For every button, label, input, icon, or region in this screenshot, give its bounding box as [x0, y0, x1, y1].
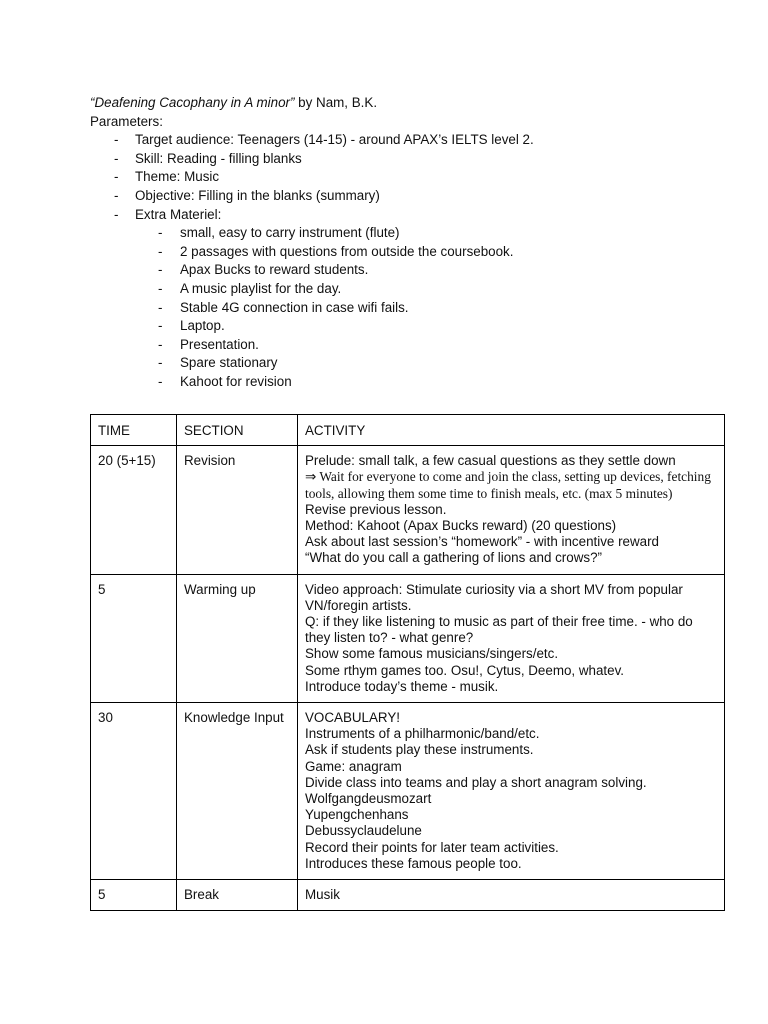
cell-activity: [298, 446, 725, 574]
title-author: by Nam, B.K.: [294, 95, 378, 110]
activity-line: Q: if they like listening to music as part of their free time. - who do they listen to? - what genre?: [305, 614, 693, 646]
cell-section: Break: [177, 880, 298, 911]
table-row: [91, 880, 725, 911]
activity-line: Introduces these famous people too.: [305, 855, 522, 871]
activity-line: Method: Kahoot (Apax Bucks reward) (20 questions): [305, 518, 617, 534]
activity-line: Debussyclaudelune: [305, 823, 422, 839]
activity-line: Show some famous musicians/singers/etc.: [305, 646, 559, 662]
parameter-item: - Skill: Reading - filling blanks: [90, 150, 724, 169]
parameters-list: [90, 131, 724, 224]
lesson-plan-table: [90, 414, 725, 911]
cell-time: 20 (5+15): [91, 446, 177, 574]
activity-line: Wolfgangdeusmozart: [305, 791, 432, 807]
activity-line: Instruments of a philharmonic/band/etc.: [305, 726, 540, 742]
extra-material-item: - 2 passages with questions from outside the coursebook.: [90, 243, 724, 262]
parameters-label: Parameters:: [90, 113, 163, 129]
cell-activity: [298, 703, 725, 880]
extra-material-item: - small, easy to carry instrument (flute): [90, 224, 724, 243]
activity-line: Ask about last session’s “homework” - with incentive reward: [305, 534, 660, 550]
parameter-item: - Theme: Music: [90, 168, 724, 187]
cell-section: Revision: [177, 446, 298, 574]
table-row: [91, 446, 725, 574]
title-italic: “Deafening Cacophany in A minor”: [90, 95, 295, 110]
activity-line: VOCABULARY!: [305, 710, 401, 726]
parameter-item: - Extra Materiel:: [90, 206, 724, 225]
parameter-item: - Target audience: Teenagers (14-15) - around APAX’s IELTS level 2.: [90, 131, 724, 150]
extra-material-item: - Kahoot for revision: [90, 373, 724, 392]
table-row: [91, 703, 725, 880]
cell-section: Warming up: [177, 574, 298, 702]
activity-line: Video approach: Stimulate curiosity via a short MV from popular VN/foregin artists.: [305, 581, 683, 613]
extra-material-item: - Apax Bucks to reward students.: [90, 261, 724, 280]
activity-line: Divide class into teams and play a short anagram solving.: [305, 774, 647, 790]
cell-activity: [298, 880, 725, 911]
extra-materials-list: [90, 224, 724, 391]
table-row: [91, 574, 725, 702]
cell-time: 5: [91, 574, 177, 702]
parameter-item: - Objective: Filling in the blanks (summary): [90, 187, 724, 206]
extra-material-item: - Stable 4G connection in case wifi fails.: [90, 299, 724, 318]
header-time: TIME: [91, 415, 177, 446]
table-header-row: [91, 415, 725, 446]
document-title: [90, 94, 724, 113]
extra-material-item: - Presentation.: [90, 336, 724, 355]
activity-line: Some rthym games too. Osu!, Cytus, Deemo, whatev.: [305, 662, 625, 678]
activity-line: Musik: [305, 887, 340, 903]
cell-time: 5: [91, 880, 177, 911]
cell-time: 30: [91, 703, 177, 880]
cell-activity: [298, 574, 725, 702]
header-section: SECTION: [177, 415, 298, 446]
extra-material-item: - Spare stationary: [90, 354, 724, 373]
activity-line: Record their points for later team activities.: [305, 839, 559, 855]
activity-line: Game: anagram: [305, 758, 402, 774]
extra-material-item: - Laptop.: [90, 317, 724, 336]
cell-section: Knowledge Input: [177, 703, 298, 880]
extra-material-item: - A music playlist for the day.: [90, 280, 724, 299]
document-page: [90, 94, 724, 392]
activity-line: “What do you call a gathering of lions and crows?”: [305, 550, 602, 566]
activity-line: Revise previous lesson.: [305, 501, 447, 517]
header-activity: ACTIVITY: [298, 415, 725, 446]
activity-line: Introduce today’s theme - musik.: [305, 678, 499, 694]
activity-line: Ask if students play these instruments.: [305, 742, 534, 758]
activity-line: ⇒ Wait for everyone to come and join the class, setting up devices, fetching tools, allowing them some time to finish meals, etc. (max 5 minutes): [305, 469, 711, 501]
activity-line: Yupengchenhans: [305, 807, 409, 823]
activity-line: Prelude: small talk, a few casual questions as they settle down: [305, 453, 676, 469]
